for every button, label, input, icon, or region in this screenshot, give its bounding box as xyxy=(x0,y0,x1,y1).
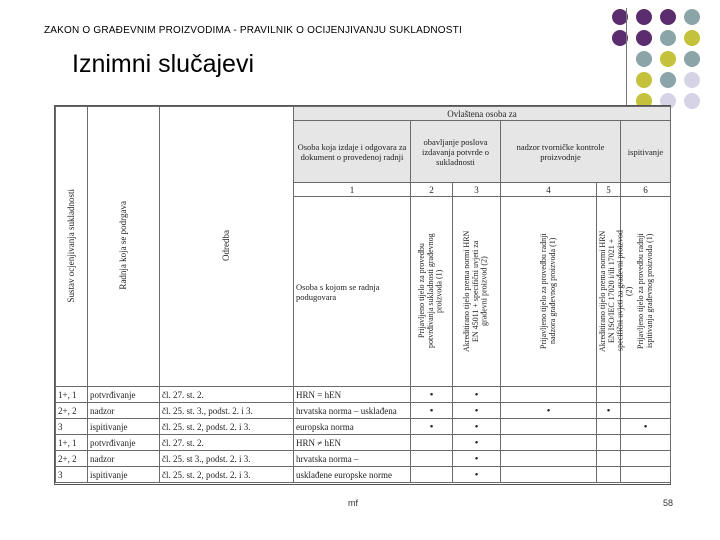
cell-mark: • xyxy=(411,419,453,435)
cell-mark: • xyxy=(621,419,671,435)
cell-odredba: čl. 27. st. 2. xyxy=(160,435,294,451)
col-head-sustav: Sustav ocjenjivanja sukladnosti xyxy=(56,107,88,387)
dot-olive xyxy=(636,72,652,88)
cell-mark: • xyxy=(453,387,501,403)
dot-lavender xyxy=(684,93,700,109)
dot-purple xyxy=(660,9,676,25)
table-row xyxy=(56,467,671,483)
cell-mark xyxy=(597,451,621,467)
head-num: 3 xyxy=(453,183,501,197)
page-number: 58 xyxy=(663,498,674,508)
cell-osoba: europska norma xyxy=(294,419,411,435)
conformity-table xyxy=(55,106,671,483)
head-obavljanje: obavljanje poslova izdavanja potvrde o sukladnosti xyxy=(411,121,501,183)
head-num: 1 xyxy=(294,183,411,197)
cell-radnja: nadzor xyxy=(88,451,160,467)
cell-sustav: 2+, 2 xyxy=(56,403,88,419)
cell-odredba: čl. 25. st 3., podst. 2. i 3. xyxy=(160,451,294,467)
table-row xyxy=(56,403,671,419)
head-nadzor: nadzor tvorničke kontrole proizvodnje xyxy=(501,121,621,183)
cell-mark xyxy=(597,467,621,483)
document-header: ZAKON O GRAĐEVNIM PROIZVODIMA - PRAVILNIK O OCIJENJIVANJU SUKLADNOSTI xyxy=(44,25,462,36)
cell-mark: • xyxy=(411,403,453,419)
dot-gray-blue xyxy=(684,9,700,25)
cell-mark: • xyxy=(453,403,501,419)
dot-gray-blue xyxy=(660,30,676,46)
cell-osoba: hrvatska norma – usklađena xyxy=(294,403,411,419)
cell-mark xyxy=(411,451,453,467)
dot-gray-blue xyxy=(684,51,700,67)
cell-osoba: HRN = hEN xyxy=(294,387,411,403)
cell-mark xyxy=(501,419,597,435)
cell-odredba: čl. 25. st. 3., podst. 2. i 3. xyxy=(160,403,294,419)
cell-osoba: hrvatska norma – xyxy=(294,451,411,467)
head-role-4: Prijavljeno tijelo za provedbu radnji nadzora građevnog proizvoda (1) xyxy=(501,197,597,387)
cell-mark xyxy=(597,419,621,435)
cell-radnja: ispitivanje xyxy=(88,467,160,483)
table-row xyxy=(56,387,671,403)
cell-sustav: 1+, 1 xyxy=(56,387,88,403)
cell-mark xyxy=(501,387,597,403)
cell-mark xyxy=(411,435,453,451)
cell-mark: • xyxy=(597,403,621,419)
cell-odredba: čl. 25. st. 2, podst. 2. i 3. xyxy=(160,467,294,483)
footer-author: mf xyxy=(348,498,358,508)
head-num: 4 xyxy=(501,183,597,197)
cell-radnja: nadzor xyxy=(88,403,160,419)
cell-mark xyxy=(597,435,621,451)
cell-mark xyxy=(621,387,671,403)
head-num: 6 xyxy=(621,183,671,197)
head-num: 5 xyxy=(597,183,621,197)
head-role-2: Prijavljeno tijelo za provedbu potvrđivanja sukladnosti građevnog proizvoda (1) xyxy=(411,197,453,387)
cell-mark xyxy=(621,451,671,467)
cell-odredba: čl. 27. st. 2. xyxy=(160,387,294,403)
cell-mark: • xyxy=(453,435,501,451)
cell-mark xyxy=(501,435,597,451)
head-osoba-izdaje: Osoba koja izdaje i odgovara za dokument o provedenoj radnji xyxy=(294,121,411,183)
cell-sustav: 3 xyxy=(56,419,88,435)
dot-olive xyxy=(660,51,676,67)
head-ovlastena: Ovlaštena osoba za xyxy=(294,107,671,121)
divider-line xyxy=(626,8,627,106)
table-row xyxy=(56,435,671,451)
cell-mark xyxy=(621,467,671,483)
cell-radnja: potvrđivanje xyxy=(88,435,160,451)
cell-radnja: ispitivanje xyxy=(88,419,160,435)
cell-mark xyxy=(621,403,671,419)
cell-radnja: potvrđivanje xyxy=(88,387,160,403)
head-role-5: Akreditirano tijelo prema normi HRN EN ISO/IEC 17020 i/ili 17021 + specifični uvjeti za građevni proizvod (2) xyxy=(597,197,621,387)
cell-osoba: usklađene europske norme xyxy=(294,467,411,483)
cell-sustav: 2+, 2 xyxy=(56,451,88,467)
cell-mark xyxy=(411,467,453,483)
cell-odredba: čl. 25. st. 2, podst. 2. i 3. xyxy=(160,419,294,435)
table-row xyxy=(56,451,671,467)
head-num: 2 xyxy=(411,183,453,197)
cell-mark: • xyxy=(453,451,501,467)
col-head-radnja: Radnja koja se podrgava xyxy=(88,107,160,387)
cell-mark: • xyxy=(453,467,501,483)
cell-mark xyxy=(501,467,597,483)
dot-olive xyxy=(684,30,700,46)
cell-mark: • xyxy=(453,419,501,435)
head-ispitivanje: ispitivanje xyxy=(621,121,671,183)
head-role-3: Akreditirano tijelo prema normi HRN EN 45011 + specifični uvjeti za građevni proizvod (2) xyxy=(453,197,501,387)
dot-gray-blue xyxy=(636,51,652,67)
head-osoba-radnja: Osoba s kojom se radnja podugovara xyxy=(294,197,411,387)
cell-sustav: 3 xyxy=(56,467,88,483)
col-head-odredba: Odredba xyxy=(160,107,294,387)
table-image xyxy=(54,105,671,485)
cell-sustav: 1+, 1 xyxy=(56,435,88,451)
cell-mark: • xyxy=(411,387,453,403)
dot-purple xyxy=(636,9,652,25)
cell-mark xyxy=(501,451,597,467)
dot-gray-blue xyxy=(660,72,676,88)
slide-title: Iznimni slučajevi xyxy=(72,50,255,78)
dot-purple xyxy=(636,30,652,46)
cell-mark: • xyxy=(501,403,597,419)
dot-lavender xyxy=(684,72,700,88)
table-row xyxy=(56,419,671,435)
cell-mark xyxy=(597,387,621,403)
cell-mark xyxy=(621,435,671,451)
head-role-6: Prijavljeno tijelo za provedbu radnji ispitivanja građevnog proizvoda (1) xyxy=(621,197,671,387)
cell-osoba: HRN ≠ hEN xyxy=(294,435,411,451)
